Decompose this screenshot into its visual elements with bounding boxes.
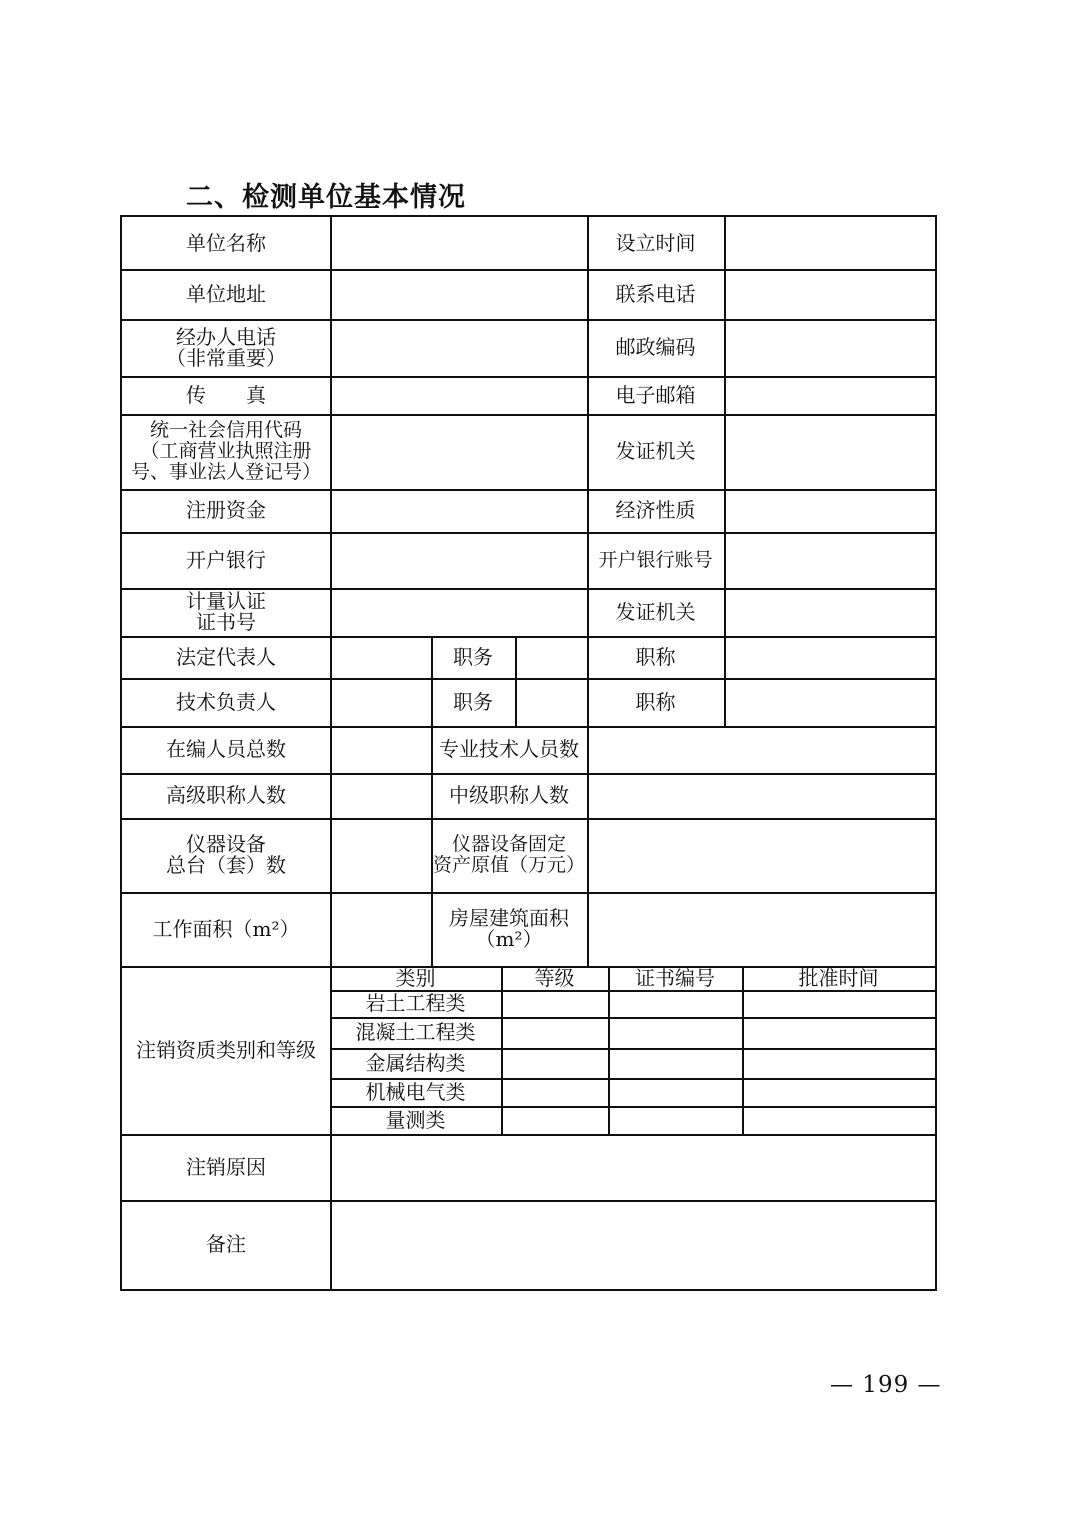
label-unit-name: 单位名称 bbox=[186, 230, 266, 255]
field-email[interactable] bbox=[724, 376, 935, 414]
label-tech-lead: 技术负责人 bbox=[176, 689, 276, 714]
label-issuing-authority-2: 发证机关 bbox=[615, 599, 696, 624]
field-issuing-authority[interactable] bbox=[724, 414, 935, 489]
label-registered-capital: 注册资金 bbox=[186, 498, 266, 522]
label-email: 电子邮箱 bbox=[615, 382, 696, 407]
label-handler-phone: 经办人电话 （非常重要） bbox=[166, 324, 286, 370]
field-position-2[interactable] bbox=[515, 678, 587, 726]
label-mid-title-count: 中级职称人数 bbox=[449, 783, 569, 807]
field-contact-phone[interactable] bbox=[724, 269, 935, 319]
field-credit-code[interactable] bbox=[330, 414, 587, 489]
qual-cert-field[interactable] bbox=[608, 1048, 742, 1078]
label-senior-title-count: 高级职称人数 bbox=[166, 783, 286, 807]
page-title: 二、检测单位基本情况 bbox=[186, 182, 466, 213]
qual-time-field[interactable] bbox=[742, 1048, 935, 1078]
label-bank: 开户银行 bbox=[186, 547, 266, 572]
qual-grade-field[interactable] bbox=[501, 1106, 608, 1134]
label-remarks: 备注 bbox=[206, 1232, 246, 1256]
label-legal-rep: 法定代表人 bbox=[176, 644, 276, 669]
label-bank-account: 开户银行账号 bbox=[598, 548, 713, 571]
qual-cert-field[interactable] bbox=[608, 1078, 742, 1106]
label-staff-total: 在编人员总数 bbox=[166, 737, 286, 761]
field-equipment-value[interactable] bbox=[587, 818, 935, 892]
field-building-area[interactable] bbox=[587, 892, 935, 966]
field-economic-nature[interactable] bbox=[724, 489, 935, 532]
label-pro-tech-staff: 专业技术人员数 bbox=[439, 737, 579, 761]
field-handler-phone[interactable] bbox=[330, 319, 587, 376]
label-title-rank-2: 职称 bbox=[635, 689, 676, 714]
label-economic-nature: 经济性质 bbox=[615, 498, 696, 522]
qual-time-field[interactable] bbox=[742, 1106, 935, 1134]
label-position-2: 职务 bbox=[453, 689, 493, 714]
field-established-time[interactable] bbox=[724, 217, 935, 269]
label-postal-code: 邮政编码 bbox=[615, 335, 696, 359]
qual-category-survey: 量测类 bbox=[385, 1107, 446, 1132]
qual-header-category: 类别 bbox=[395, 965, 436, 990]
qual-category-mech-elec: 机械电气类 bbox=[365, 1079, 466, 1104]
field-title-rank[interactable] bbox=[724, 636, 935, 678]
field-unit-name[interactable] bbox=[330, 217, 587, 269]
field-remarks[interactable] bbox=[330, 1200, 935, 1289]
qual-category-concrete: 混凝土工程类 bbox=[355, 1020, 476, 1044]
field-bank-account[interactable] bbox=[724, 532, 935, 588]
label-equipment-value: 仪器设备固定 资产原值（万元） bbox=[432, 833, 585, 876]
field-registered-capital[interactable] bbox=[330, 489, 587, 532]
field-work-area[interactable] bbox=[330, 892, 431, 966]
field-tech-lead[interactable] bbox=[330, 678, 431, 726]
label-cancel-qualification: 注销资质类别和等级 bbox=[136, 1037, 316, 1062]
label-metrology-cert: 计量认证 证书号 bbox=[186, 589, 266, 634]
qual-header-grade: 等级 bbox=[534, 965, 575, 990]
field-unit-address[interactable] bbox=[330, 269, 587, 319]
inspection-unit-info-form bbox=[120, 215, 937, 1291]
qual-header-approval-time: 批准时间 bbox=[798, 965, 879, 990]
page-number: — 199 — bbox=[830, 1372, 942, 1398]
qual-cert-field[interactable] bbox=[608, 1017, 742, 1048]
label-unit-address: 单位地址 bbox=[186, 281, 266, 306]
qual-time-field[interactable] bbox=[742, 1078, 935, 1106]
qual-grade-field[interactable] bbox=[501, 1048, 608, 1078]
qual-time-field[interactable] bbox=[742, 990, 935, 1017]
label-position: 职务 bbox=[453, 644, 493, 669]
qual-grade-field[interactable] bbox=[501, 990, 608, 1017]
field-bank[interactable] bbox=[330, 532, 587, 588]
label-building-area: 房屋建筑面积 （m²） bbox=[449, 906, 569, 951]
field-postal-code[interactable] bbox=[724, 319, 935, 376]
field-legal-rep[interactable] bbox=[330, 636, 431, 678]
field-cancel-reason[interactable] bbox=[330, 1134, 935, 1200]
label-work-area: 工作面积（m²） bbox=[152, 916, 300, 941]
qual-time-field[interactable] bbox=[742, 1017, 935, 1048]
label-established-time: 设立时间 bbox=[615, 230, 696, 255]
qual-cert-field[interactable] bbox=[608, 1106, 742, 1134]
field-equipment-count[interactable] bbox=[330, 818, 431, 892]
field-position[interactable] bbox=[515, 636, 587, 678]
label-fax: 传 真 bbox=[186, 382, 266, 407]
field-senior-title-count[interactable] bbox=[330, 773, 431, 818]
label-cancel-reason: 注销原因 bbox=[186, 1154, 266, 1179]
qual-grade-field[interactable] bbox=[501, 1078, 608, 1106]
field-staff-total[interactable] bbox=[330, 726, 431, 773]
label-contact-phone: 联系电话 bbox=[615, 281, 696, 306]
qual-category-geotech: 岩土工程类 bbox=[365, 991, 466, 1015]
label-issuing-authority: 发证机关 bbox=[615, 439, 696, 463]
field-issuing-authority-2[interactable] bbox=[724, 588, 935, 636]
qual-category-metal: 金属结构类 bbox=[365, 1050, 466, 1075]
field-metrology-cert[interactable] bbox=[330, 588, 587, 636]
field-title-rank-2[interactable] bbox=[724, 678, 935, 726]
qual-grade-field[interactable] bbox=[501, 1017, 608, 1048]
qual-cert-field[interactable] bbox=[608, 990, 742, 1017]
qual-header-cert-number: 证书编号 bbox=[635, 965, 715, 990]
field-fax[interactable] bbox=[330, 376, 587, 414]
label-title-rank: 职称 bbox=[635, 644, 676, 669]
label-credit-code: 统一社会信用代码 （工商营业执照注册 号、事业法人登记号） bbox=[130, 419, 321, 483]
label-equipment-count: 仪器设备 总台（套）数 bbox=[166, 832, 286, 877]
field-pro-tech-staff[interactable] bbox=[587, 726, 935, 773]
field-mid-title-count[interactable] bbox=[587, 773, 935, 818]
